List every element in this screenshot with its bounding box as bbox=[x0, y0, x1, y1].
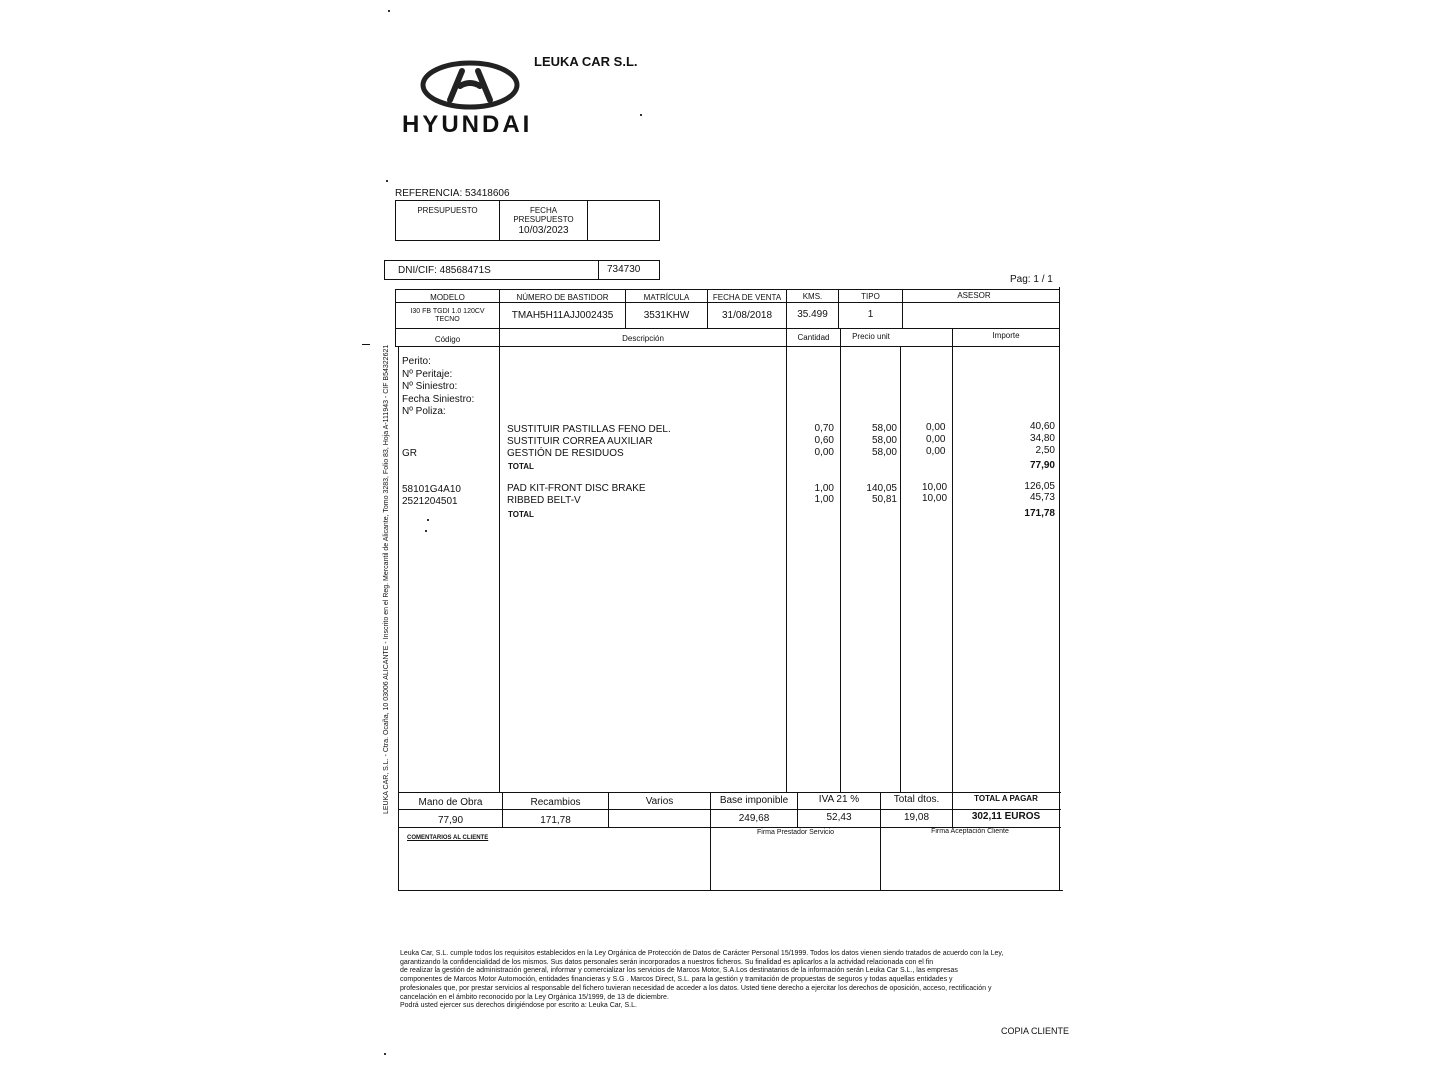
labour-total-label: TOTAL bbox=[508, 462, 534, 471]
parts-total-value: 171,78 bbox=[1024, 508, 1055, 519]
line-quantity: 1,00 bbox=[814, 483, 834, 494]
dni bbox=[398, 265, 491, 276]
total-dtos-label: Total dtos. bbox=[893, 794, 940, 805]
line-amount: 2,50 bbox=[1035, 445, 1055, 456]
modelo-line2: TECNO bbox=[435, 316, 460, 323]
dni-value: 48568471S bbox=[439, 265, 491, 276]
base-imponible-label: Base imponible bbox=[719, 795, 789, 806]
mano-obra-label: Mano de Obra bbox=[418, 797, 483, 808]
client-number: 734730 bbox=[607, 264, 641, 275]
line-quantity: 0,70 bbox=[814, 423, 834, 434]
margin-tick bbox=[362, 344, 370, 345]
vehicle-fecha-venta: 31/08/2018 bbox=[721, 310, 773, 321]
recambios-label: Recambios bbox=[530, 797, 581, 808]
line-quantity: 0,60 bbox=[814, 435, 834, 446]
legal-line: cancelación en el ámbito reconocido por la Ley Orgánica 15/1999, de 13 de diciembre. bbox=[400, 993, 669, 1001]
header-modelo: MODELO bbox=[430, 293, 465, 302]
line-discount: 10,00 bbox=[922, 482, 948, 493]
line-discount: 0,00 bbox=[926, 422, 946, 433]
line-amount: 126,05 bbox=[1024, 481, 1055, 492]
scan-speck bbox=[427, 519, 429, 521]
scan-speck bbox=[640, 114, 642, 116]
header-asesor: ASESOR bbox=[957, 291, 991, 300]
referencia-label: REFERENCIA: bbox=[395, 188, 463, 199]
vehicle-modelo bbox=[396, 308, 499, 324]
legal-line: profesionales que, por prestar servicios al responsable del fichero tuvieran necesidad de acceder a los datos. Usted tiene derecho a ejercitar los derechos de oposición, acceso, rectificación y bbox=[400, 984, 992, 992]
perito-line: Nº Peritaje: bbox=[402, 368, 453, 380]
presupuesto-label: PRESUPUESTO bbox=[417, 206, 478, 215]
legal-line: Podrá usted ejercer sus derechos dirigiéndose por escrito a: Leuka Car, S.L. bbox=[400, 1002, 637, 1010]
header-bastidor: NÚMERO DE BASTIDOR bbox=[516, 293, 609, 302]
perito-line: Perito: bbox=[402, 356, 431, 367]
line-amount: 34,80 bbox=[1029, 433, 1055, 444]
fecha-presupuesto-value: 10/03/2023 bbox=[518, 225, 569, 236]
perito-line: Nº Siniestro: bbox=[402, 381, 458, 392]
company-name: LEUKA CAR S.L. bbox=[534, 54, 638, 69]
varios-label: Varios bbox=[645, 796, 674, 807]
scan-speck bbox=[388, 10, 390, 12]
header-codigo: Código bbox=[434, 335, 461, 344]
perito-block bbox=[402, 356, 474, 419]
scan-speck bbox=[386, 180, 388, 182]
header-tipo: TIPO bbox=[861, 292, 880, 301]
comentarios-label: COMENTARIOS AL CLIENTE bbox=[407, 835, 489, 841]
iva-value: 52,43 bbox=[826, 812, 852, 823]
line-price: 140,05 bbox=[866, 483, 897, 494]
hyundai-logo bbox=[420, 60, 520, 115]
iva-label: IVA 21 % bbox=[818, 794, 860, 805]
line-description: SUSTITUIR CORREA AUXILIAR bbox=[507, 436, 653, 447]
line-code: GR bbox=[402, 448, 417, 459]
line-code: 2521204501 bbox=[402, 496, 458, 507]
line-description: RIBBED BELT-V bbox=[507, 495, 581, 506]
header-descripcion: Descripción bbox=[622, 334, 664, 343]
header-cantidad: Cantidad bbox=[797, 333, 830, 342]
line-code: 58101G4A10 bbox=[402, 484, 461, 495]
line-quantity: 0,00 bbox=[814, 447, 834, 458]
side-registration-text: LEUKA CAR, S.L. - Ctra. Ocaña, 10 03006 ALICANTE - Inscrito en el Reg. Mercantil de Alicante, Tomo 3283, Folio 83, Hoja A-111943 - CIF B54322621 bbox=[383, 344, 390, 814]
line-description: GESTIÓN DE RESIDUOS bbox=[507, 448, 624, 459]
line-price: 58,00 bbox=[871, 447, 897, 458]
recambios-value: 171,78 bbox=[540, 815, 571, 826]
line-price: 58,00 bbox=[871, 435, 897, 446]
base-imponible-value: 249,68 bbox=[738, 813, 770, 824]
firma-prestador-label: Firma Prestador Servicio bbox=[756, 829, 835, 836]
perito-line: Nº Poliza: bbox=[402, 406, 446, 417]
line-amount: 40,60 bbox=[1029, 421, 1055, 432]
line-price: 58,00 bbox=[871, 423, 897, 434]
perito-line: Fecha Siniestro: bbox=[402, 393, 475, 405]
logo-text: HYUNDAI bbox=[402, 111, 533, 138]
line-description: PAD KIT-FRONT DISC BRAKE bbox=[507, 483, 646, 494]
total-pagar-label: TOTAL A PAGAR bbox=[974, 794, 1038, 803]
header-precio: Precio unit bbox=[852, 332, 890, 341]
page-number: Pag: 1 / 1 bbox=[1010, 274, 1053, 285]
line-discount: 0,00 bbox=[926, 446, 946, 457]
line-discount: 0,00 bbox=[926, 434, 946, 445]
line-quantity: 1,00 bbox=[814, 494, 834, 505]
vehicle-tipo: 1 bbox=[867, 309, 874, 320]
header-fecha-venta: FECHA DE VENTA bbox=[712, 293, 782, 302]
parts-total-label: TOTAL bbox=[508, 510, 534, 519]
referencia-value: 53418606 bbox=[465, 188, 510, 199]
legal-line: componentes de Marcos Motor Automoción, entidades financieras y S.G . Marcos Direct, S.L. para la gestión y tramitación de propuestas de seguros y todas aquellas entidades y bbox=[400, 976, 953, 984]
line-description: SUSTITUIR PASTILLAS FENO DEL. bbox=[507, 424, 671, 435]
line-price: 50,81 bbox=[871, 494, 897, 505]
legal-line: garantizando la confidencialidad de los mismos. Sus datos personales serán incorporados a nuestros ficheros. Su finalidad es aplicarlos a la actividad relacionada con el fin bbox=[400, 958, 934, 966]
scan-speck bbox=[425, 530, 427, 532]
firma-cliente-label: Firma Aceptación Cliente bbox=[931, 828, 1009, 835]
referencia bbox=[395, 188, 510, 199]
legal-line: de realizar la gestión de administración general, informar y comercializar los servicios de Marcos Motor, S.A.Los destinatarios de la información serán Leuka Car S.L., las empresas bbox=[400, 967, 958, 975]
line-discount: 10,00 bbox=[922, 493, 948, 504]
vehicle-bastidor: TMAH5H11AJJ002435 bbox=[511, 310, 614, 321]
labour-total-value: 77,90 bbox=[1029, 460, 1055, 471]
header-kms: KMS. bbox=[802, 292, 823, 301]
total-pagar-value: 302,11 EUROS bbox=[971, 811, 1041, 822]
legal-notice bbox=[400, 950, 1068, 1011]
line-amount: 45,73 bbox=[1029, 492, 1055, 503]
mano-obra-value: 77,90 bbox=[437, 815, 464, 826]
modelo-line1: I30 FB TGDI 1.0 120CV bbox=[410, 308, 485, 315]
dni-label: DNI/CIF: bbox=[398, 265, 437, 276]
copia-cliente: COPIA CLIENTE bbox=[1001, 1026, 1070, 1036]
total-dtos-value: 19,08 bbox=[903, 812, 930, 823]
vehicle-matricula: 3531KHW bbox=[643, 310, 690, 321]
header-matricula: MATRÍCULA bbox=[643, 293, 690, 302]
legal-line: Leuka Car, S.L. cumple todos los requisitos establecidos en la Ley Orgánica de Protección de Datos de Carácter Personal 15/1999. Todos los datos vienen siendo tratados de acuerdo con la Ley, bbox=[400, 950, 1004, 957]
fecha-presupuesto-label: FECHA PRESUPUESTO bbox=[513, 206, 574, 224]
header-importe: Importe bbox=[992, 331, 1020, 340]
vehicle-kms: 35.499 bbox=[797, 309, 828, 320]
scan-speck bbox=[384, 1053, 386, 1055]
